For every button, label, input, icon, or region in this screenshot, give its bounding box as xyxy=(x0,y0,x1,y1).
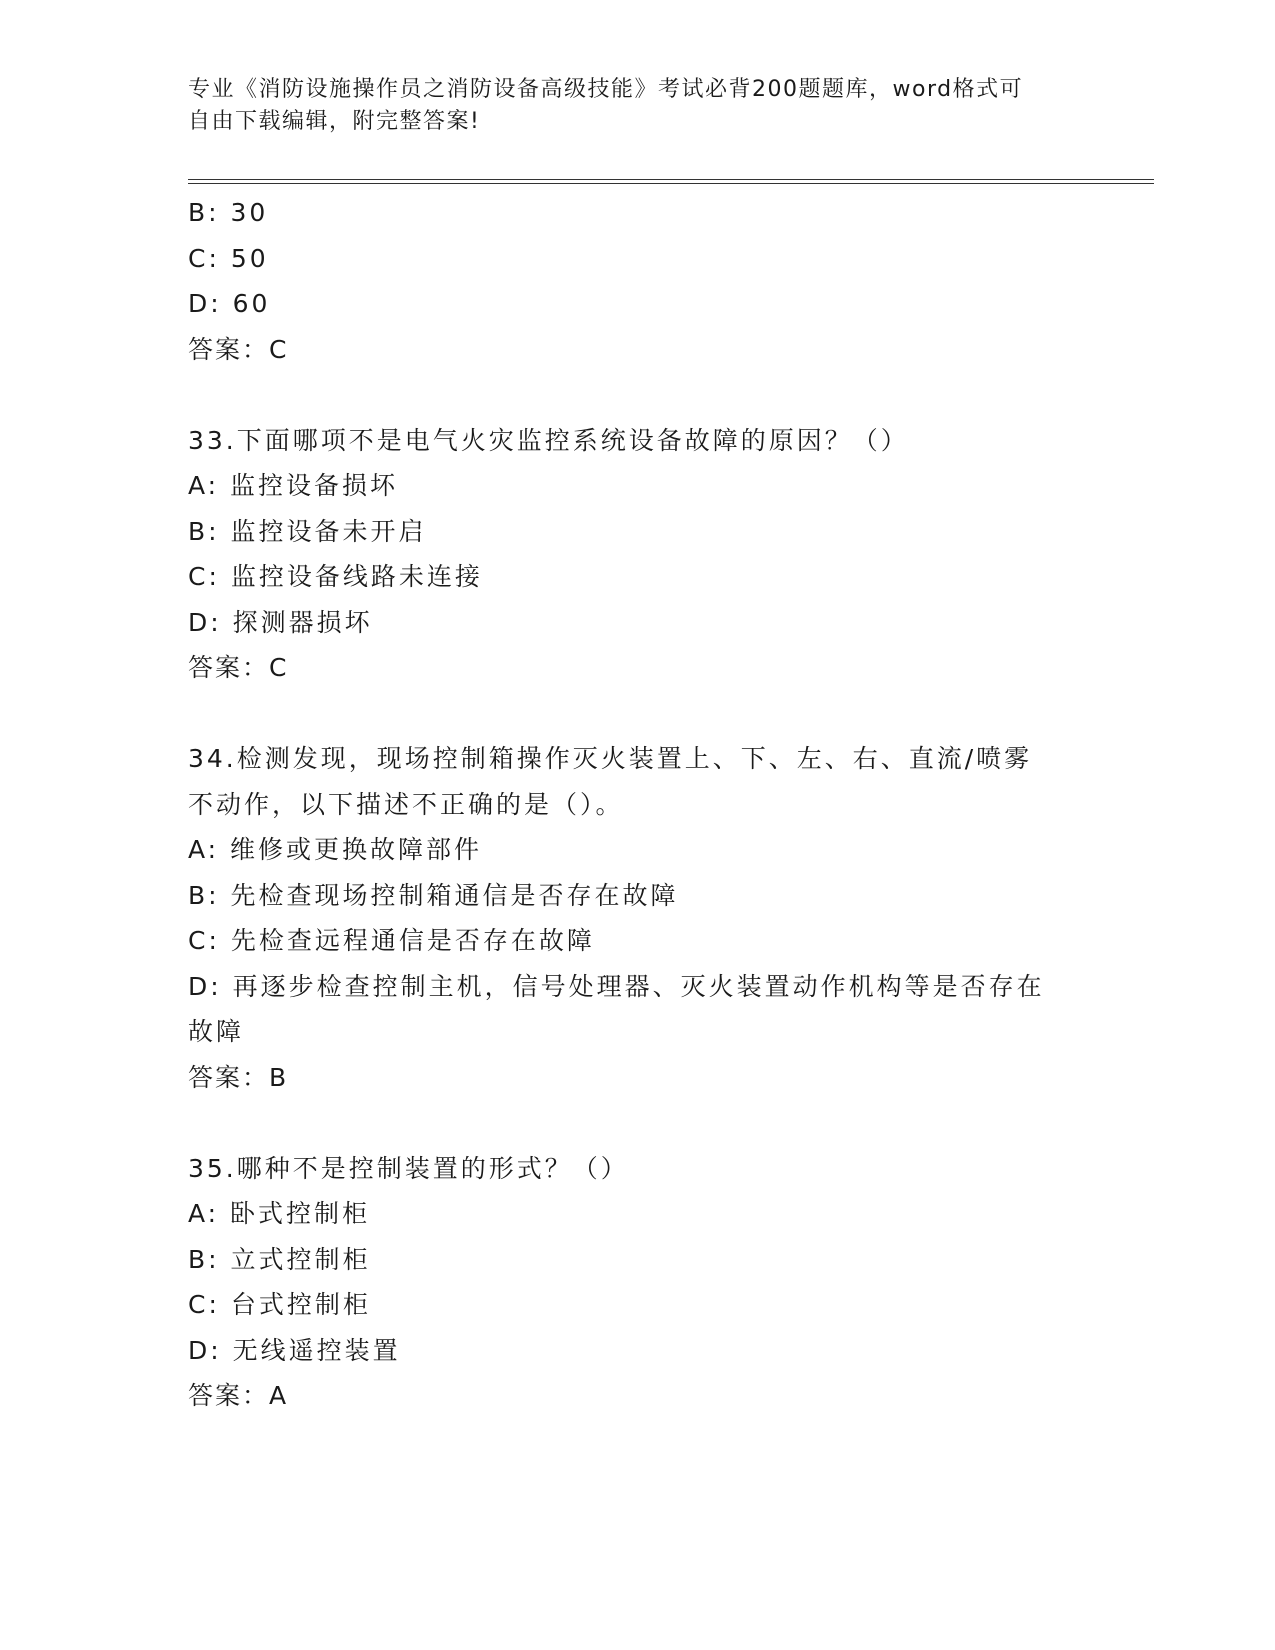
answer-line: 答案：A xyxy=(188,1381,289,1410)
question-33 xyxy=(188,418,1088,691)
answer-line: 答案：C xyxy=(188,653,289,682)
page-header xyxy=(188,74,1068,138)
option-a: A: 维修或更换故障部件 xyxy=(188,835,483,864)
option-d: D: 再逐步检查控制主机，信号处理器、灭火装置动作机构等是否存在 xyxy=(188,971,1045,1001)
answer-line: 答案：B xyxy=(188,1062,289,1092)
option-a: A: 卧式控制柜 xyxy=(188,1199,371,1228)
option-c: C: 50 xyxy=(188,243,269,273)
header-divider xyxy=(188,179,1154,184)
question-34 xyxy=(188,736,1088,1100)
answer-line: 答案：C xyxy=(188,334,289,364)
question-text: 34.检测发现，现场控制箱操作灭火装置上、下、左、右、直流/喷雾 xyxy=(188,744,1033,773)
option-b: B: 30 xyxy=(188,198,269,227)
question-content xyxy=(188,190,1088,1419)
question-35 xyxy=(188,1146,1088,1419)
header-line-1: 专业《消防设施操作员之消防设备高级技能》考试必背200题题库，word格式可 xyxy=(188,77,1024,102)
question-text: 33.下面哪项不是电气火灾监控系统设备故障的原因？（） xyxy=(188,425,909,455)
option-b: B: 监控设备未开启 xyxy=(188,516,427,546)
option-a: A: 监控设备损坏 xyxy=(188,471,399,500)
option-c: C: 先检查远程通信是否存在故障 xyxy=(188,926,595,955)
prev-question xyxy=(188,190,1088,372)
option-d-cont: 故障 xyxy=(188,1017,245,1046)
option-b: B: 立式控制柜 xyxy=(188,1244,371,1274)
option-c: C: 台式控制柜 xyxy=(188,1290,371,1319)
question-text-cont: 不动作，以下描述不正确的是（）。 xyxy=(188,789,624,819)
option-c: C: 监控设备线路未连接 xyxy=(188,562,483,591)
option-d: D: 无线遥控装置 xyxy=(188,1335,401,1365)
header-line-2: 自由下载编辑，附完整答案! xyxy=(188,109,481,134)
question-text: 35.哪种不是控制装置的形式？（） xyxy=(188,1153,629,1183)
option-b: B: 先检查现场控制箱通信是否存在故障 xyxy=(188,880,679,910)
option-d: D: 探测器损坏 xyxy=(188,607,373,637)
option-d: D: 60 xyxy=(188,289,271,318)
